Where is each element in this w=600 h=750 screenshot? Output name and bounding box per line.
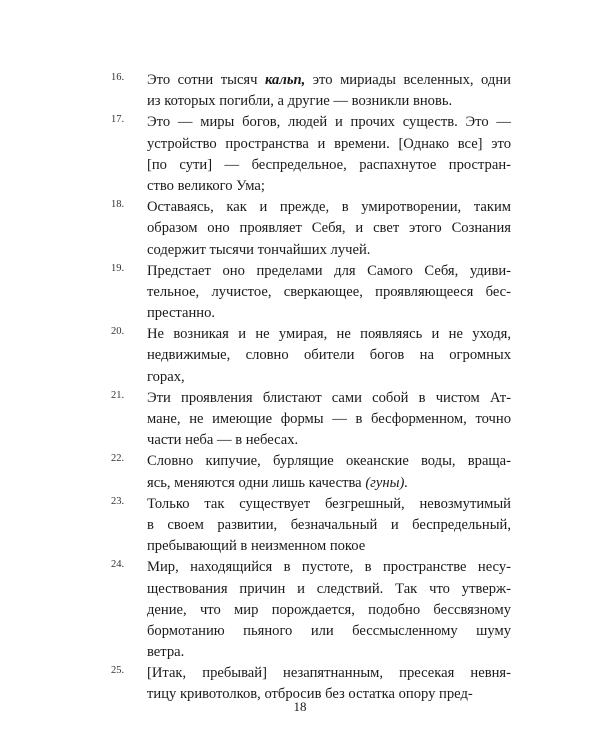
- text-run: тицу кривотолков, отбросив без остатка опору пред-: [147, 686, 473, 703]
- verse-line: [147, 557, 511, 578]
- verse-line: [147, 451, 511, 472]
- verse-line: [147, 345, 511, 366]
- verse-line: [147, 515, 511, 536]
- verse-line: [147, 261, 511, 282]
- text-run: ветра.: [147, 644, 185, 661]
- verse-line: [147, 176, 511, 197]
- text-run: образом оно проявляет Себя, и свет этого Сознания: [147, 220, 511, 237]
- verse: [111, 197, 511, 261]
- text-run: Это — миры богов, людей и прочих существ. Это —: [147, 114, 511, 131]
- verse-number: 20.: [111, 326, 125, 338]
- verse-line: [147, 600, 511, 621]
- verse-number: 22.: [111, 453, 125, 465]
- verse-line: [147, 579, 511, 600]
- verse-number: 21.: [111, 389, 125, 401]
- verse: [111, 494, 511, 558]
- text-run: содержит тысячи тончайших лучей.: [147, 241, 371, 258]
- verse-number: 23.: [111, 495, 125, 507]
- verse-line: [147, 642, 511, 663]
- text-run: Словно кипучие, бурлящие океанские воды, враща-: [147, 453, 511, 470]
- text-run: из которых погибли, а другие — возникли вновь.: [147, 93, 453, 110]
- verse-line: [147, 409, 511, 430]
- text-run: недвижимые, словно обители богов на огромных: [147, 347, 511, 364]
- verse-line: [147, 70, 511, 91]
- verse-line: [147, 197, 511, 218]
- verse-line: [147, 91, 511, 112]
- text-run: мане, не имеющие формы — в бесформенном, точно: [147, 411, 511, 427]
- verse-line: [147, 155, 511, 176]
- verse: [111, 451, 511, 493]
- verse: [111, 557, 511, 663]
- verse-line: [147, 303, 511, 324]
- text-run: части неба — в небесах.: [147, 432, 299, 449]
- page-number: 18: [293, 699, 307, 714]
- text-run: Предстает оно пределами для Самого Себя, удиви-: [147, 262, 511, 279]
- verse-line: [147, 494, 511, 515]
- verse-line: [147, 388, 511, 409]
- text-run: [Итак, пребывай] незапятнанным, пресекая невня-: [147, 665, 511, 682]
- verse-line: [147, 536, 511, 557]
- verse-line: [147, 473, 511, 494]
- verse: [111, 324, 511, 388]
- verse-line: [147, 282, 511, 303]
- verse-number: 25.: [111, 665, 125, 677]
- verse-number: 18.: [111, 199, 125, 211]
- verse-number: 16.: [111, 72, 125, 83]
- verse-number: 24.: [111, 559, 125, 571]
- text-run: [по сути] — беспредельное, распахнутое простран-: [147, 156, 511, 173]
- verse: [111, 112, 511, 197]
- text-run: Мир, находящийся в пустоте, в пространстве несу-: [147, 559, 511, 576]
- verse-line: [147, 240, 511, 261]
- verse-number: 19.: [111, 262, 125, 274]
- emphasis-text: (гуны).: [365, 474, 408, 491]
- text-run: престанно.: [147, 305, 216, 322]
- verse-line: [147, 134, 511, 155]
- verse-line: [147, 218, 511, 239]
- text-run: это мириады вселенных, одни: [305, 72, 511, 88]
- text-run: Только так существует безгрешный, невозмутимый: [147, 495, 511, 512]
- verse-line: [147, 663, 511, 684]
- verse-line: [147, 112, 511, 133]
- text-run: устройство пространства и времени. [Однако все] это: [147, 135, 511, 152]
- text-run: Эти проявления блистают сами собой в чистом Ат-: [147, 389, 511, 406]
- verse: [111, 261, 511, 325]
- text-run: дение, что мир порождается, подобно бессвязному: [147, 601, 511, 618]
- verse-line: [147, 324, 511, 345]
- text-run: в своем развитии, безначальный и беспредельный,: [147, 516, 511, 533]
- verse-line: [147, 367, 511, 388]
- verse: [111, 70, 511, 112]
- text-run: ство великого Ума;: [147, 177, 265, 194]
- verse-line: [147, 621, 511, 642]
- text-run: Оставаясь, как и прежде, в умиротворении, таким: [147, 199, 511, 216]
- text-run: ществования причин и следствий. Так что утверж-: [147, 580, 511, 597]
- verse-list: [111, 70, 511, 706]
- verse: [111, 388, 511, 452]
- text-run: ясь, меняются одни лишь качества: [147, 474, 366, 491]
- emphasis-text: кальп,: [265, 72, 306, 88]
- verse-number: 17.: [111, 114, 125, 126]
- text-run: Это сотни тысяч: [147, 72, 265, 88]
- text-run: пребывающий в неизменном покое: [147, 538, 366, 555]
- text-run: тельное, лучистое, сверкающее, проявляющееся бес-: [147, 283, 511, 300]
- text-run: бормотанию пьяного или бессмысленному шуму: [147, 622, 511, 639]
- text-run: горах,: [147, 368, 185, 385]
- text-run: Не возникая и не умирая, не появляясь и не уходя,: [147, 326, 511, 343]
- verse-line: [147, 430, 511, 451]
